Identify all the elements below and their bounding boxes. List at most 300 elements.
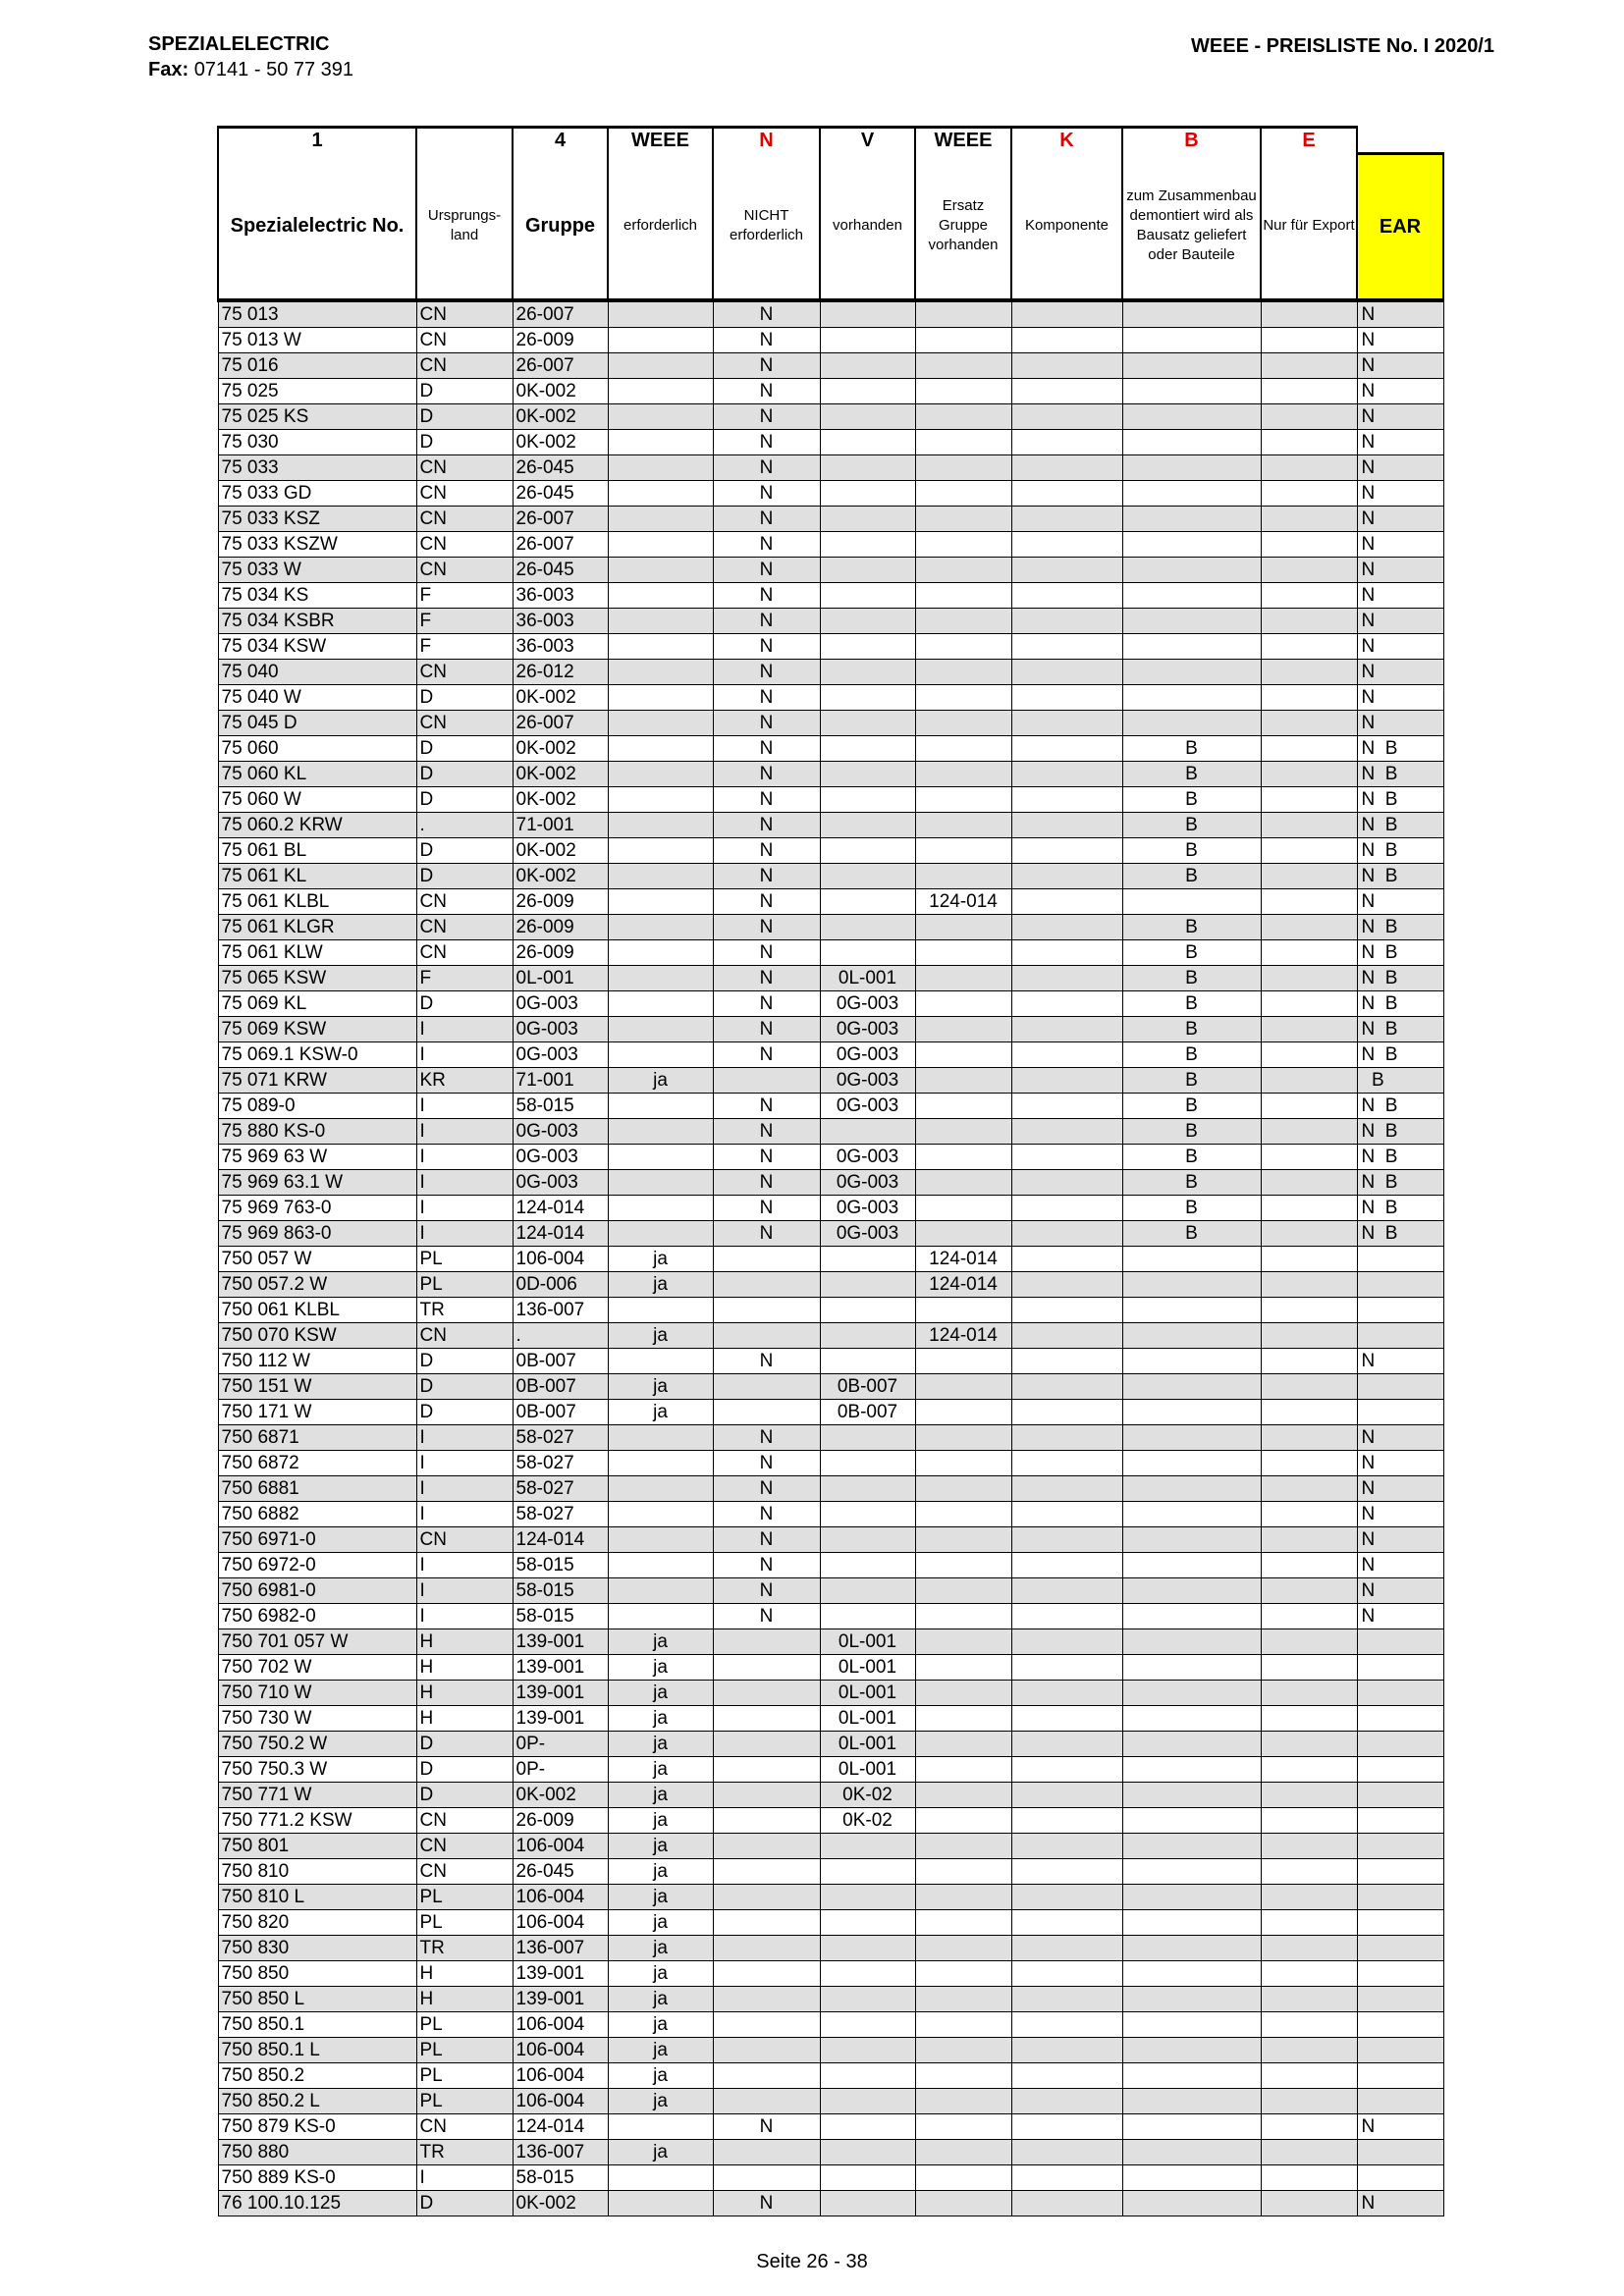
cell-ear [1357, 1935, 1443, 1960]
cell-origin: CN [416, 1807, 513, 1833]
table-row [218, 1577, 1443, 1603]
cell-component [1011, 1016, 1122, 1041]
cell-component [1011, 990, 1122, 1016]
cell-export [1261, 1680, 1357, 1705]
cell-export [1261, 914, 1357, 939]
cell-export [1261, 582, 1357, 608]
cell-not-required [713, 1399, 820, 1424]
price-list-table [217, 126, 1444, 2216]
cell-group: 26-009 [513, 1807, 608, 1833]
cell-number: 75 033 KSZW [218, 531, 416, 557]
cell-group: 36-003 [513, 582, 608, 608]
cell-kit: B [1122, 1169, 1261, 1195]
cell-group: 106-004 [513, 2037, 608, 2062]
cell-origin: I [416, 1118, 513, 1144]
cell-export [1261, 1093, 1357, 1118]
cell-replacement-group [915, 1884, 1011, 1909]
table-row [218, 1986, 1443, 2011]
table-row [218, 914, 1443, 939]
cell-number: 750 820 [218, 1909, 416, 1935]
cell-ear [1357, 1399, 1443, 1424]
cell-export [1261, 1424, 1357, 1450]
cell-not-required: N [713, 480, 820, 506]
cell-ear: N [1357, 352, 1443, 378]
cell-component [1011, 531, 1122, 557]
cell-weee-required [608, 1297, 713, 1322]
cell-available: 0G-003 [820, 1144, 915, 1169]
cell-component [1011, 1909, 1122, 1935]
table-row [218, 965, 1443, 990]
cell-available: 0G-003 [820, 1195, 915, 1220]
cell-group: 58-027 [513, 1424, 608, 1450]
top-label: WEEE [608, 128, 713, 154]
cell-not-required: N [713, 863, 820, 888]
cell-number: 75 033 W [218, 557, 416, 582]
cell-component [1011, 2113, 1122, 2139]
cell-kit: B [1122, 761, 1261, 786]
cell-export [1261, 1501, 1357, 1526]
cell-weee-required [608, 403, 713, 429]
cell-weee-required [608, 557, 713, 582]
cell-weee-required [608, 837, 713, 863]
table-row [218, 1475, 1443, 1501]
cell-origin: CN [416, 557, 513, 582]
cell-ear: N [1357, 557, 1443, 582]
cell-weee-required: ja [608, 1935, 713, 1960]
cell-replacement-group [915, 1654, 1011, 1680]
cell-replacement-group [915, 1220, 1011, 1246]
table-row [218, 1348, 1443, 1373]
table-row [218, 2037, 1443, 2062]
table-row [218, 837, 1443, 863]
cell-ear: N B [1357, 939, 1443, 965]
cell-ear [1357, 1858, 1443, 1884]
cell-kit: B [1122, 990, 1261, 1016]
cell-group: 58-027 [513, 1475, 608, 1501]
cell-kit [1122, 2190, 1261, 2216]
cell-number: 750 112 W [218, 1348, 416, 1373]
cell-group: 71-001 [513, 1067, 608, 1093]
cell-ear [1357, 1705, 1443, 1731]
cell-replacement-group [915, 1297, 1011, 1322]
cell-ear: N [1357, 582, 1443, 608]
cell-weee-required [608, 1475, 713, 1501]
cell-export [1261, 378, 1357, 403]
table-row [218, 2190, 1443, 2216]
cell-origin: D [416, 786, 513, 812]
table-row [218, 1603, 1443, 1629]
cell-origin: F [416, 965, 513, 990]
cell-ear [1357, 1731, 1443, 1756]
cell-not-required [713, 1271, 820, 1297]
cell-not-required: N [713, 888, 820, 914]
cell-weee-required: ja [608, 1807, 713, 1833]
cell-origin: CN [416, 2113, 513, 2139]
cell-origin: I [416, 1195, 513, 1220]
cell-available [820, 684, 915, 710]
cell-number: 750 801 [218, 1833, 416, 1858]
table-row [218, 1067, 1443, 1093]
cell-weee-required [608, 608, 713, 633]
table-row [218, 1884, 1443, 1909]
cell-group: 26-012 [513, 659, 608, 684]
cell-available [820, 378, 915, 403]
cell-group: 0P- [513, 1731, 608, 1756]
cell-kit [1122, 1246, 1261, 1271]
top-label [1357, 128, 1443, 154]
cell-export [1261, 327, 1357, 352]
cell-replacement-group [915, 1526, 1011, 1552]
cell-component [1011, 863, 1122, 888]
cell-number: 75 013 W [218, 327, 416, 352]
cell-component [1011, 633, 1122, 659]
cell-number: 75 061 BL [218, 837, 416, 863]
cell-component [1011, 506, 1122, 531]
cell-weee-required [608, 1169, 713, 1195]
cell-export [1261, 1833, 1357, 1858]
cell-group: 0K-002 [513, 837, 608, 863]
cell-not-required: N [713, 1577, 820, 1603]
cell-kit [1122, 1501, 1261, 1526]
table-row [218, 1705, 1443, 1731]
column-header: Ursprungs-land [416, 153, 513, 300]
cell-kit [1122, 1807, 1261, 1833]
cell-available [820, 582, 915, 608]
cell-export [1261, 1552, 1357, 1577]
cell-kit: B [1122, 786, 1261, 812]
cell-kit: B [1122, 1144, 1261, 1169]
cell-number: 750 6972-0 [218, 1552, 416, 1577]
cell-replacement-group [915, 429, 1011, 454]
cell-kit [1122, 1552, 1261, 1577]
cell-available [820, 608, 915, 633]
table-row [218, 557, 1443, 582]
cell-available [820, 735, 915, 761]
cell-origin: D [416, 761, 513, 786]
cell-ear: N [1357, 1475, 1443, 1501]
cell-replacement-group [915, 506, 1011, 531]
cell-ear: N B [1357, 1169, 1443, 1195]
cell-weee-required [608, 1526, 713, 1552]
cell-number: 750 880 [218, 2139, 416, 2164]
cell-weee-required [608, 735, 713, 761]
cell-component [1011, 2062, 1122, 2088]
table-row [218, 1450, 1443, 1475]
cell-not-required [713, 1629, 820, 1654]
cell-weee-required [608, 1118, 713, 1144]
cell-ear [1357, 2011, 1443, 2037]
cell-available [820, 1246, 915, 1271]
cell-origin: PL [416, 1909, 513, 1935]
cell-available: 0G-003 [820, 1093, 915, 1118]
cell-not-required: N [713, 352, 820, 378]
cell-origin: H [416, 1629, 513, 1654]
cell-component [1011, 1680, 1122, 1705]
cell-origin: H [416, 1705, 513, 1731]
table-row [218, 1322, 1443, 1348]
cell-kit [1122, 1322, 1261, 1348]
cell-export [1261, 454, 1357, 480]
cell-group: 139-001 [513, 1629, 608, 1654]
cell-component [1011, 429, 1122, 454]
cell-group: 0K-002 [513, 786, 608, 812]
cell-number: 75 060.2 KRW [218, 812, 416, 837]
cell-group: 0G-003 [513, 1169, 608, 1195]
cell-origin: PL [416, 2037, 513, 2062]
cell-ear: N [1357, 1526, 1443, 1552]
cell-kit [1122, 429, 1261, 454]
cell-kit [1122, 2139, 1261, 2164]
cell-kit [1122, 378, 1261, 403]
cell-replacement-group [915, 1935, 1011, 1960]
cell-origin: I [416, 1552, 513, 1577]
cell-group: 0K-002 [513, 2190, 608, 2216]
cell-ear [1357, 1833, 1443, 1858]
cell-replacement-group [915, 2088, 1011, 2113]
cell-replacement-group: 124-014 [915, 1322, 1011, 1348]
cell-component [1011, 352, 1122, 378]
cell-available [820, 1884, 915, 1909]
cell-number: 75 033 KSZ [218, 506, 416, 531]
cell-origin: PL [416, 1246, 513, 1271]
cell-replacement-group [915, 1552, 1011, 1577]
cell-component [1011, 557, 1122, 582]
cell-component [1011, 1501, 1122, 1526]
cell-replacement-group [915, 1705, 1011, 1731]
cell-weee-required [608, 659, 713, 684]
cell-replacement-group [915, 965, 1011, 990]
table-row [218, 582, 1443, 608]
cell-weee-required: ja [608, 1654, 713, 1680]
cell-available: 0K-02 [820, 1782, 915, 1807]
cell-weee-required [608, 684, 713, 710]
cell-origin: D [416, 1348, 513, 1373]
cell-not-required: N [713, 2190, 820, 2216]
cell-replacement-group [915, 863, 1011, 888]
cell-available [820, 1858, 915, 1884]
cell-available [820, 761, 915, 786]
cell-not-required [713, 1731, 820, 1756]
cell-export [1261, 1067, 1357, 1093]
cell-kit [1122, 1935, 1261, 1960]
cell-group: 58-015 [513, 1552, 608, 1577]
cell-number: 75 033 [218, 454, 416, 480]
cell-origin: D [416, 735, 513, 761]
cell-kit: B [1122, 914, 1261, 939]
cell-ear [1357, 1756, 1443, 1782]
cell-available: 0G-003 [820, 1016, 915, 1041]
cell-origin: I [416, 1424, 513, 1450]
cell-component [1011, 812, 1122, 837]
cell-number: 75 013 [218, 300, 416, 328]
cell-group: 0K-002 [513, 684, 608, 710]
cell-available: 0G-003 [820, 1041, 915, 1067]
cell-kit [1122, 352, 1261, 378]
cell-number: 750 061 KLBL [218, 1297, 416, 1322]
cell-number: 750 070 KSW [218, 1322, 416, 1348]
cell-replacement-group [915, 837, 1011, 863]
cell-not-required: N [713, 429, 820, 454]
cell-group: 0G-003 [513, 1041, 608, 1067]
cell-export [1261, 1297, 1357, 1322]
cell-export [1261, 480, 1357, 506]
cell-export [1261, 1169, 1357, 1195]
cell-group: 26-009 [513, 327, 608, 352]
cell-not-required [713, 1807, 820, 1833]
cell-component [1011, 2164, 1122, 2190]
cell-group: 58-015 [513, 1577, 608, 1603]
cell-not-required: N [713, 1526, 820, 1552]
cell-weee-required: ja [608, 1271, 713, 1297]
cell-kit [1122, 1373, 1261, 1399]
cell-origin: D [416, 990, 513, 1016]
cell-weee-required: ja [608, 2011, 713, 2037]
cell-export [1261, 352, 1357, 378]
cell-origin: TR [416, 1935, 513, 1960]
top-label: WEEE [915, 128, 1011, 154]
cell-replacement-group [915, 2190, 1011, 2216]
cell-available [820, 352, 915, 378]
cell-export [1261, 1271, 1357, 1297]
cell-kit: B [1122, 1067, 1261, 1093]
cell-component [1011, 608, 1122, 633]
cell-not-required: N [713, 659, 820, 684]
cell-export [1261, 1756, 1357, 1782]
cell-ear: N [1357, 531, 1443, 557]
cell-ear: N [1357, 1501, 1443, 1526]
cell-weee-required [608, 888, 713, 914]
cell-weee-required: ja [608, 1629, 713, 1654]
cell-origin: D [416, 1756, 513, 1782]
cell-ear: N B [1357, 1195, 1443, 1220]
cell-kit [1122, 327, 1261, 352]
cell-number: 750 6982-0 [218, 1603, 416, 1629]
cell-replacement-group [915, 2113, 1011, 2139]
cell-kit: B [1122, 939, 1261, 965]
cell-component [1011, 1731, 1122, 1756]
cell-origin: CN [416, 914, 513, 939]
cell-not-required: N [713, 327, 820, 352]
cell-available: 0L-001 [820, 1654, 915, 1680]
cell-not-required [713, 2139, 820, 2164]
table-row [218, 1731, 1443, 1756]
top-label: E [1261, 128, 1357, 154]
cell-available: 0L-001 [820, 965, 915, 990]
cell-number: 750 850.1 [218, 2011, 416, 2037]
cell-kit: B [1122, 1093, 1261, 1118]
cell-origin: CN [416, 1858, 513, 1884]
cell-number: 75 071 KRW [218, 1067, 416, 1093]
cell-number: 75 040 W [218, 684, 416, 710]
cell-ear: N [1357, 1450, 1443, 1475]
cell-component [1011, 1782, 1122, 1807]
cell-replacement-group [915, 2062, 1011, 2088]
cell-kit [1122, 1833, 1261, 1858]
cell-number: 750 057.2 W [218, 1271, 416, 1297]
cell-not-required: N [713, 1118, 820, 1144]
cell-group: . [513, 1322, 608, 1348]
cell-export [1261, 1603, 1357, 1629]
cell-kit [1122, 608, 1261, 633]
cell-number: 750 850.2 L [218, 2088, 416, 2113]
table-row [218, 378, 1443, 403]
cell-not-required: N [713, 608, 820, 633]
cell-ear [1357, 2062, 1443, 2088]
cell-replacement-group [915, 2164, 1011, 2190]
cell-weee-required [608, 812, 713, 837]
cell-not-required: N [713, 454, 820, 480]
cell-available [820, 1986, 915, 2011]
cell-replacement-group [915, 2011, 1011, 2037]
cell-ear: N [1357, 506, 1443, 531]
cell-kit [1122, 1884, 1261, 1909]
cell-weee-required: ja [608, 1909, 713, 1935]
cell-component [1011, 1093, 1122, 1118]
cell-kit [1122, 1858, 1261, 1884]
cell-export [1261, 608, 1357, 633]
cell-origin: . [416, 812, 513, 837]
cell-origin: I [416, 1450, 513, 1475]
cell-number: 75 089-0 [218, 1093, 416, 1118]
cell-ear [1357, 1680, 1443, 1705]
cell-weee-required [608, 531, 713, 557]
cell-available [820, 1271, 915, 1297]
cell-not-required [713, 1705, 820, 1731]
column-header: Spezialelectric No. [218, 153, 416, 300]
cell-component [1011, 1450, 1122, 1475]
cell-replacement-group [915, 710, 1011, 735]
cell-ear: N B [1357, 990, 1443, 1016]
cell-available [820, 1118, 915, 1144]
cell-not-required: N [713, 633, 820, 659]
cell-not-required: N [713, 1450, 820, 1475]
cell-not-required: N [713, 1348, 820, 1373]
cell-replacement-group [915, 2139, 1011, 2164]
cell-replacement-group [915, 608, 1011, 633]
header-row-top [218, 128, 1443, 154]
cell-origin: CN [416, 531, 513, 557]
cell-available [820, 1424, 915, 1450]
table-row [218, 786, 1443, 812]
cell-available [820, 2037, 915, 2062]
cell-kit: B [1122, 1016, 1261, 1041]
top-label: V [820, 128, 915, 154]
cell-group: 26-009 [513, 939, 608, 965]
cell-number: 750 171 W [218, 1399, 416, 1424]
column-header: Gruppe [513, 153, 608, 300]
cell-not-required [713, 2164, 820, 2190]
cell-available [820, 1577, 915, 1603]
table-row [218, 1093, 1443, 1118]
cell-kit [1122, 1424, 1261, 1450]
cell-not-required: N [713, 990, 820, 1016]
cell-ear: N [1357, 888, 1443, 914]
cell-not-required: N [713, 506, 820, 531]
cell-not-required [713, 1833, 820, 1858]
cell-weee-required [608, 1093, 713, 1118]
column-header: Ersatz Gruppe vorhanden [915, 153, 1011, 300]
cell-not-required: N [713, 1501, 820, 1526]
cell-weee-required [608, 2164, 713, 2190]
cell-replacement-group [915, 403, 1011, 429]
cell-ear: N B [1357, 786, 1443, 812]
cell-weee-required [608, 1016, 713, 1041]
cell-not-required: N [713, 557, 820, 582]
cell-export [1261, 1475, 1357, 1501]
cell-replacement-group [915, 1833, 1011, 1858]
cell-group: 36-003 [513, 633, 608, 659]
cell-not-required: N [713, 582, 820, 608]
